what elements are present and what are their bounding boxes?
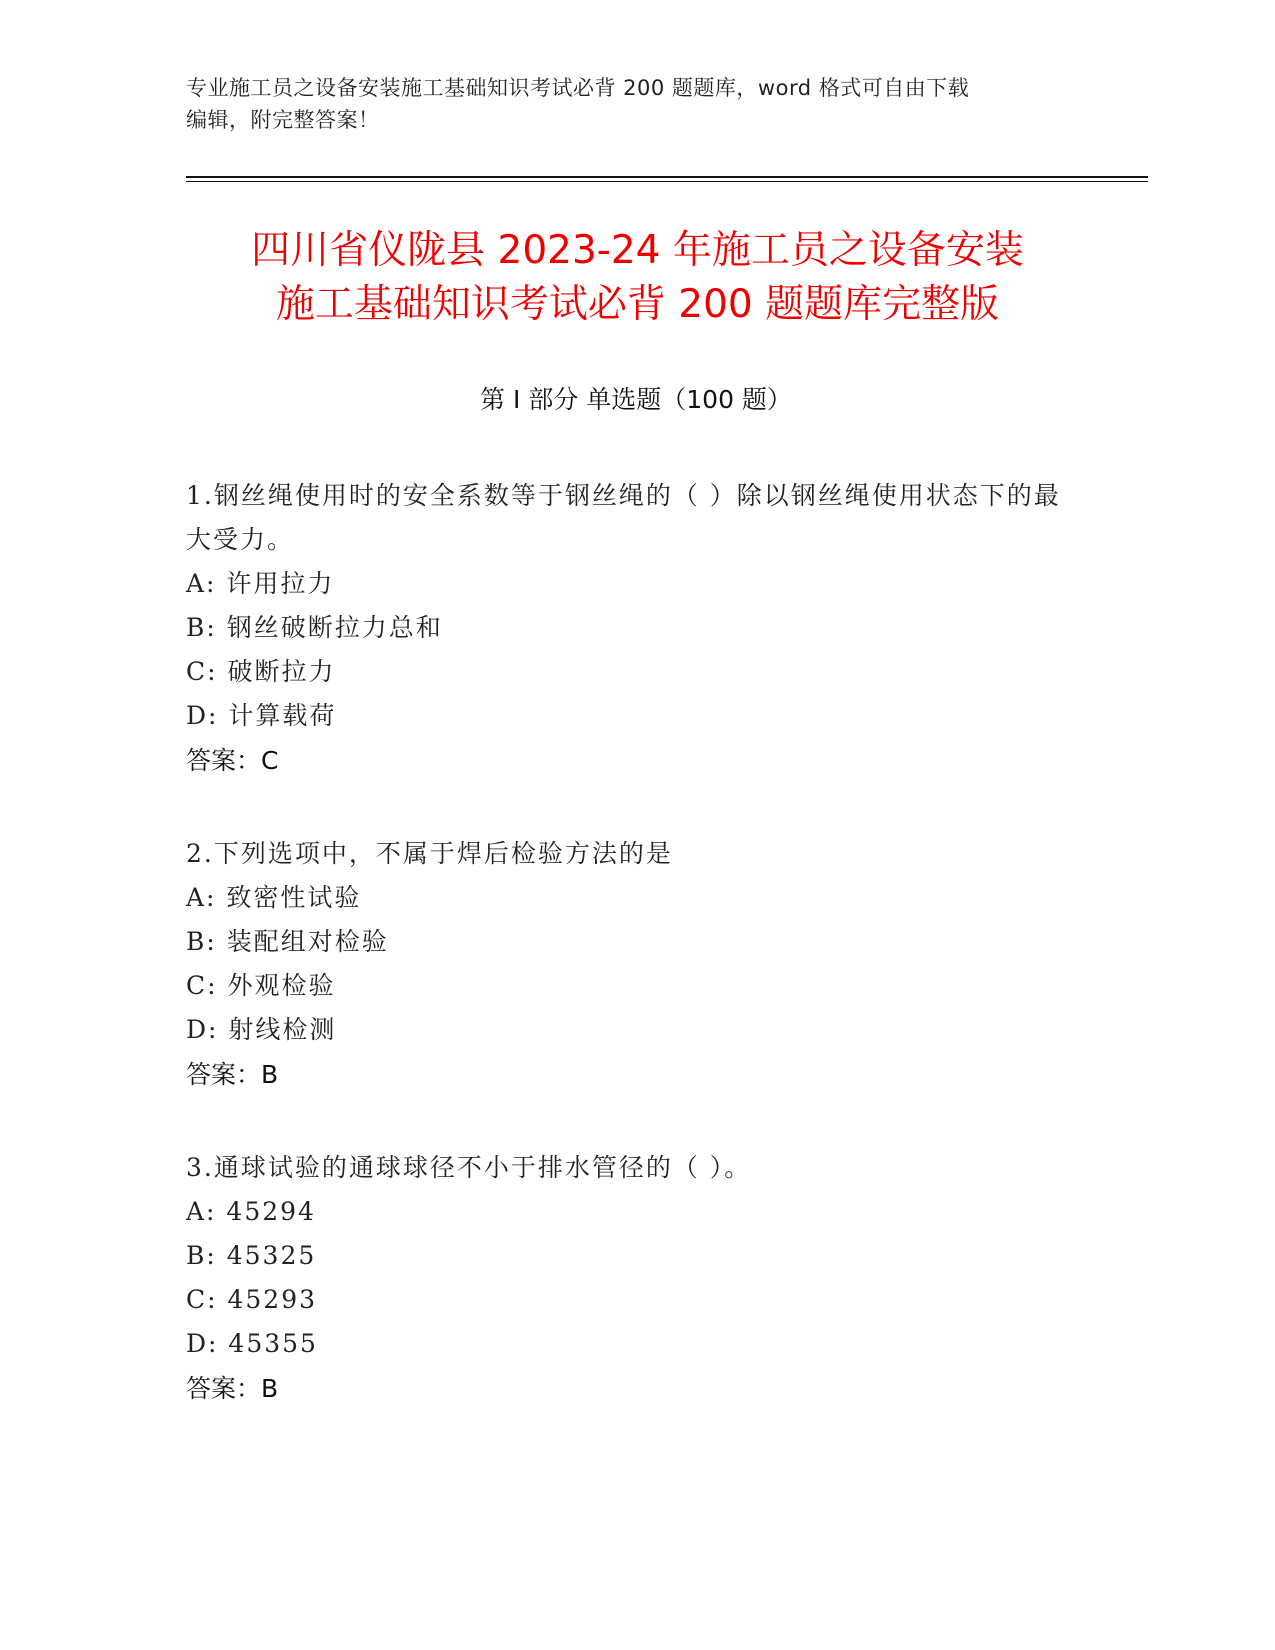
document-title (160, 224, 1115, 332)
option-a: A: 致密性试验 (186, 883, 362, 912)
question-stem: 1.钢丝绳使用时的安全系数等于钢丝绳的（ ）除以钢丝绳使用状态下的最大受力。 (186, 481, 1061, 554)
option-c: C: 破断拉力 (186, 657, 336, 686)
header-divider-thick (186, 176, 1148, 178)
option-a: A: 许用拉力 (186, 569, 335, 598)
answer-line: 答案：B (186, 1060, 279, 1089)
option-a: A: 45294 (186, 1197, 316, 1226)
question-stem: 2.下列选项中，不属于焊后检验方法的是 (186, 839, 673, 868)
question-item (186, 1146, 1086, 1412)
option-c: C: 外观检验 (186, 971, 336, 1000)
question-stem: 3.通球试验的通球球径不小于排水管径的（ ）。 (186, 1153, 752, 1182)
document-title-line-1: 四川省仪陇县 2023-24 年施工员之设备安装 (251, 228, 1024, 273)
answer-line: 答案：B (186, 1374, 279, 1403)
question-item (186, 832, 1086, 1098)
question-item (186, 474, 1086, 784)
option-d: D: 射线检测 (186, 1015, 337, 1044)
option-d: D: 计算载荷 (186, 701, 337, 730)
header-note-line-1: 专业施工员之设备安装施工基础知识考试必背 200 题题库，word 格式可自由下载 (186, 76, 970, 100)
answer-line: 答案：C (186, 746, 279, 775)
question-list (186, 474, 1086, 1460)
section-heading: 第 I 部分 单选题（100 题） (480, 385, 792, 414)
header-note (186, 72, 1086, 136)
option-d: D: 45355 (186, 1329, 318, 1358)
option-b: B: 钢丝破断拉力总和 (186, 613, 443, 642)
header-divider-thin (186, 181, 1148, 182)
option-b: B: 45325 (186, 1241, 317, 1270)
option-b: B: 装配组对检验 (186, 927, 389, 956)
header-note-line-2: 编辑，附完整答案！ (186, 108, 380, 132)
document-title-line-2: 施工基础知识考试必背 200 题题库完整版 (275, 282, 1000, 327)
option-c: C: 45293 (186, 1285, 318, 1314)
